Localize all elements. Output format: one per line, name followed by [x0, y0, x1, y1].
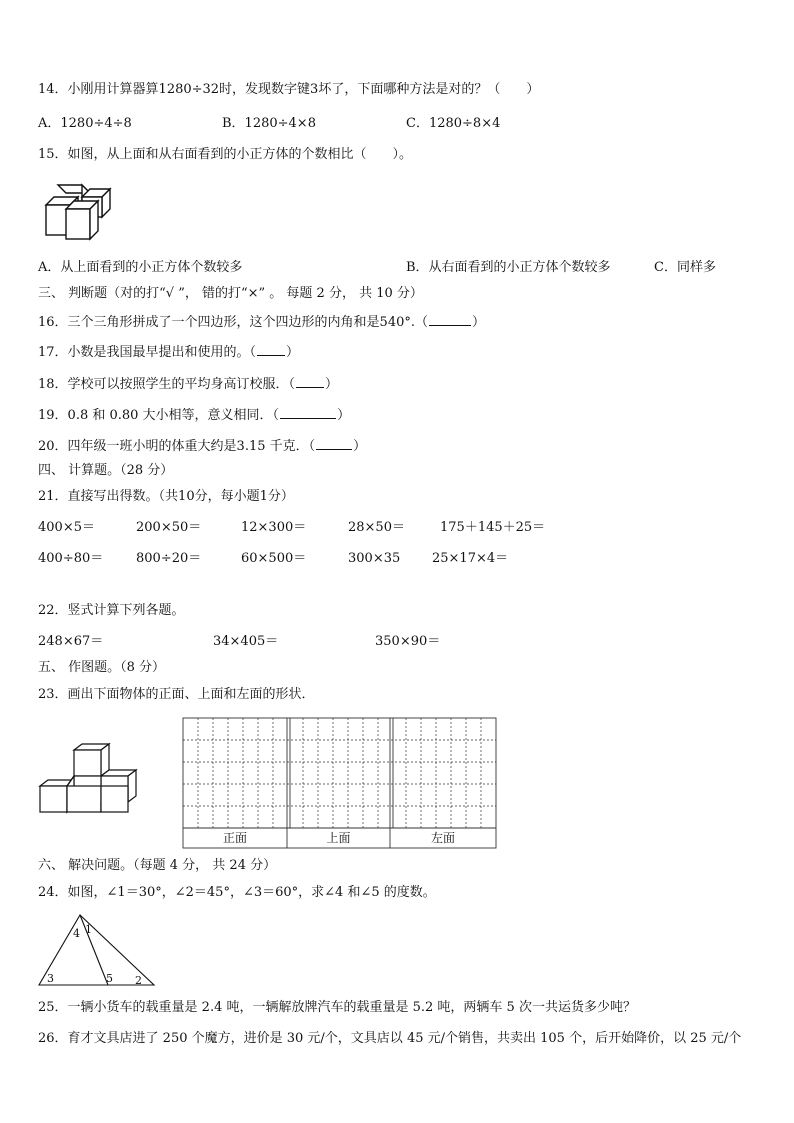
q15-option-c: C．同样多	[654, 260, 716, 275]
q21-item: 60×500＝	[241, 551, 307, 566]
section6-heading: 六、 解决问题。（每题 4 分， 共 24 分）	[38, 858, 277, 873]
q23-cube-figure	[38, 742, 140, 816]
q21-item: 300×35	[348, 551, 401, 566]
angle-label-4: 4	[73, 927, 80, 940]
q17: 17．小数是我国最早提出和使用的。（ ）	[38, 345, 300, 360]
answer-blank[interactable]	[429, 313, 471, 326]
answer-blank[interactable]	[257, 343, 285, 356]
q21-item: 800÷20＝	[136, 551, 202, 566]
angle-label-3: 3	[47, 972, 54, 985]
q23-text: 23．画出下面物体的正面、上面和左面的形状．	[38, 687, 315, 702]
q21-item: 28×50＝	[348, 520, 405, 535]
q24-text: 24．如图，∠1＝30°，∠2＝45°，∠3＝60°，求∠4 和∠5 的度数。	[38, 885, 436, 900]
q19: 19．0.8 和 0.80 大小相等，意义相同．（ ）	[38, 408, 351, 423]
grid-label-front: 正面	[222, 831, 247, 845]
q22-text: 22．竖式计算下列各题。	[38, 603, 185, 618]
q21-text: 21．直接写出得数。（共10分，每小题1分）	[38, 489, 294, 504]
q21-item: 400×5＝	[38, 520, 95, 535]
q22-item: 248×67＝	[38, 634, 104, 649]
q20: 20．四年级一班小明的体重大约是3.15 千克．（ ）	[38, 439, 367, 454]
grid-label-top: 上面	[326, 831, 351, 845]
section4-heading: 四、 计算题。（28 分）	[38, 463, 174, 478]
q21-item: 400÷80＝	[38, 551, 104, 566]
q26-text: 26．育才文具店进了 250 个魔方，进价是 30 元/个，文具店以 45 元/个销售，共卖出 105 个，后开始降价，以 25 元/个	[38, 1031, 742, 1046]
q23-drawing-grid	[183, 718, 496, 848]
q16: 16．三个三角形拼成了一个四边形，这个四边形的内角和是540°.（ ）	[38, 315, 486, 330]
q14-option-a: A．1280÷4÷8	[38, 116, 132, 131]
section3-heading: 三、 判断题（对的打“√ ”， 错的打“×” 。 每题 2 分， 共 10 分）	[38, 286, 423, 301]
answer-blank[interactable]	[280, 406, 336, 419]
q21-item: 12×300＝	[241, 520, 307, 535]
grid-label-left: 左面	[430, 831, 455, 845]
q22-item: 34×405＝	[213, 634, 279, 649]
angle-label-1: 1	[85, 923, 92, 936]
q15-option-b: B．从右面看到的小正方体个数较多	[406, 260, 611, 275]
q22-item: 350×90＝	[375, 634, 441, 649]
q15-cube-figure	[44, 183, 114, 241]
q21-item: 175＋145＋25＝	[440, 520, 546, 535]
answer-blank[interactable]	[296, 375, 324, 388]
q21-item: 25×17×4＝	[432, 551, 509, 566]
answer-blank[interactable]	[316, 437, 352, 450]
angle-label-5: 5	[106, 972, 113, 985]
q14-option-c: C．1280÷8×4	[406, 116, 501, 131]
q18: 18．学校可以按照学生的平均身高订校服．（ ）	[38, 377, 339, 392]
q15-text: 15．如图，从上面和从右面看到的小正方体的个数相比（ ）。	[38, 147, 413, 162]
angle-label-2: 2	[135, 974, 142, 987]
q14-text: 14．小刚用计算器算1280÷32时，发现数字键3坏了，下面哪种方法是对的？（ ）	[38, 82, 540, 97]
section5-heading: 五、 作图题。（8 分）	[38, 660, 166, 675]
q15-option-a: A．从上面看到的小正方体个数较多	[38, 260, 243, 275]
q14-option-b: B．1280÷4×8	[222, 116, 316, 131]
q21-item: 200×50＝	[136, 520, 202, 535]
q25-text: 25．一辆小货车的载重量是 2.4 吨，一辆解放牌汽车的载重量是 5.2 吨，两辆车 5 次一共运货多少吨？	[38, 1000, 636, 1015]
